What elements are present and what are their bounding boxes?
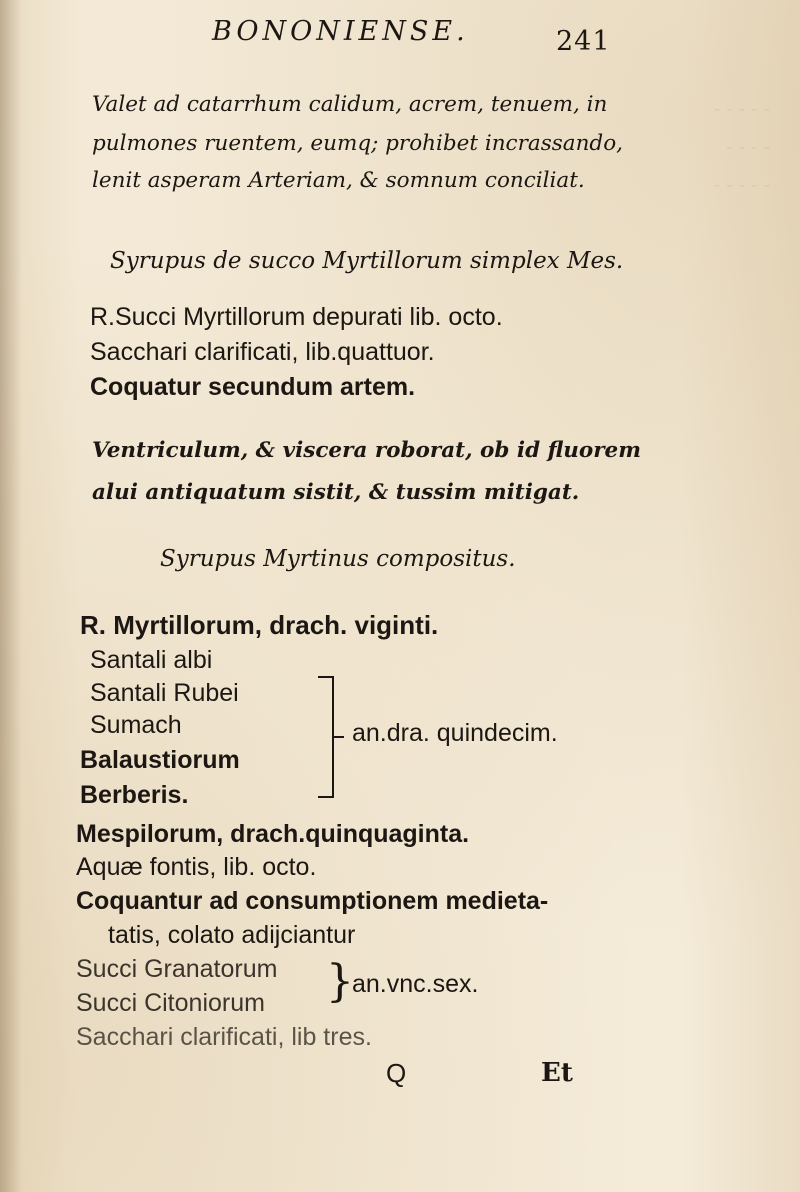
show-through-text: ‐ ‐ ‐ ‐ ‐ ‐ ‐ ‐ ‐ ‐ ‐ ‐ ‐ ‐ — [713, 98, 770, 196]
curly-brace: } — [326, 956, 354, 1007]
brace-item: Succi Citoniorum — [76, 989, 265, 1017]
grouping-bracket — [318, 676, 334, 798]
section1-line-3: lenit asperam Arteriam, & somnum conciliat. — [92, 168, 585, 193]
catchword: Et — [541, 1058, 573, 1088]
gutter-shadow — [0, 0, 22, 1192]
brace-item: Succi Granatorum — [76, 955, 278, 983]
recipe2-line-2: Aquæ fontis, lib. octo. — [76, 853, 317, 881]
recipe2-line-1: Mespilorum, drach.quinquaginta. — [76, 820, 470, 848]
running-title: BONONIENSE. — [212, 16, 469, 47]
bracket-bottom-tick — [318, 796, 334, 798]
bracket-mid-tick — [334, 736, 344, 738]
recipe2-line-4: tatis, colato adijciantur — [108, 921, 356, 949]
recipe2-line-3: Coquantur ad consumptionem medieta- — [76, 887, 549, 915]
recipe2-last-line: Sacchari clarificati, lib tres. — [76, 1023, 372, 1051]
bracket-item: Balaustiorum — [80, 746, 240, 774]
recipe2-first-line: R. Myrtillorum, drach. viginti. — [80, 610, 439, 640]
bracket-item: Santali albi — [90, 646, 213, 674]
recipe1-line-2: Sacchari clarificati, lib.quattuor. — [90, 338, 435, 366]
bracket-item: Berberis. — [80, 781, 189, 809]
section1-line-2: pulmones ruentem, eumq; prohibet incrassando, — [92, 131, 623, 156]
section2-line-2: alui antiquatum sistit, & tussim mitigat. — [92, 480, 580, 505]
section2-line-1: Ventriculum, & viscera roborat, ob id fluorem — [92, 438, 641, 463]
bracket-item: Sumach — [90, 711, 182, 739]
recipe1-line-1: R.Succi Myrtillorum depurati lib. octo. — [90, 303, 503, 331]
bracket-item: Santali Rubei — [90, 679, 239, 707]
bracket-top-tick — [318, 676, 334, 678]
section1-line-1: Valet ad catarrhum calidum, acrem, tenuem, in — [92, 92, 608, 117]
page-number: 241 — [556, 26, 611, 57]
brace-amount: an.vnc.sex. — [352, 970, 479, 998]
signature-mark: Q — [386, 1058, 407, 1088]
recipe2-title: Syrupus Myrtinus compositus. — [160, 546, 516, 572]
recipe1-title: Syrupus de succo Myrtillorum simplex Mes. — [110, 248, 624, 274]
bracket-amount: an.dra. quindecim. — [352, 719, 558, 747]
recipe1-line-3: Coquatur secundum artem. — [90, 373, 416, 401]
